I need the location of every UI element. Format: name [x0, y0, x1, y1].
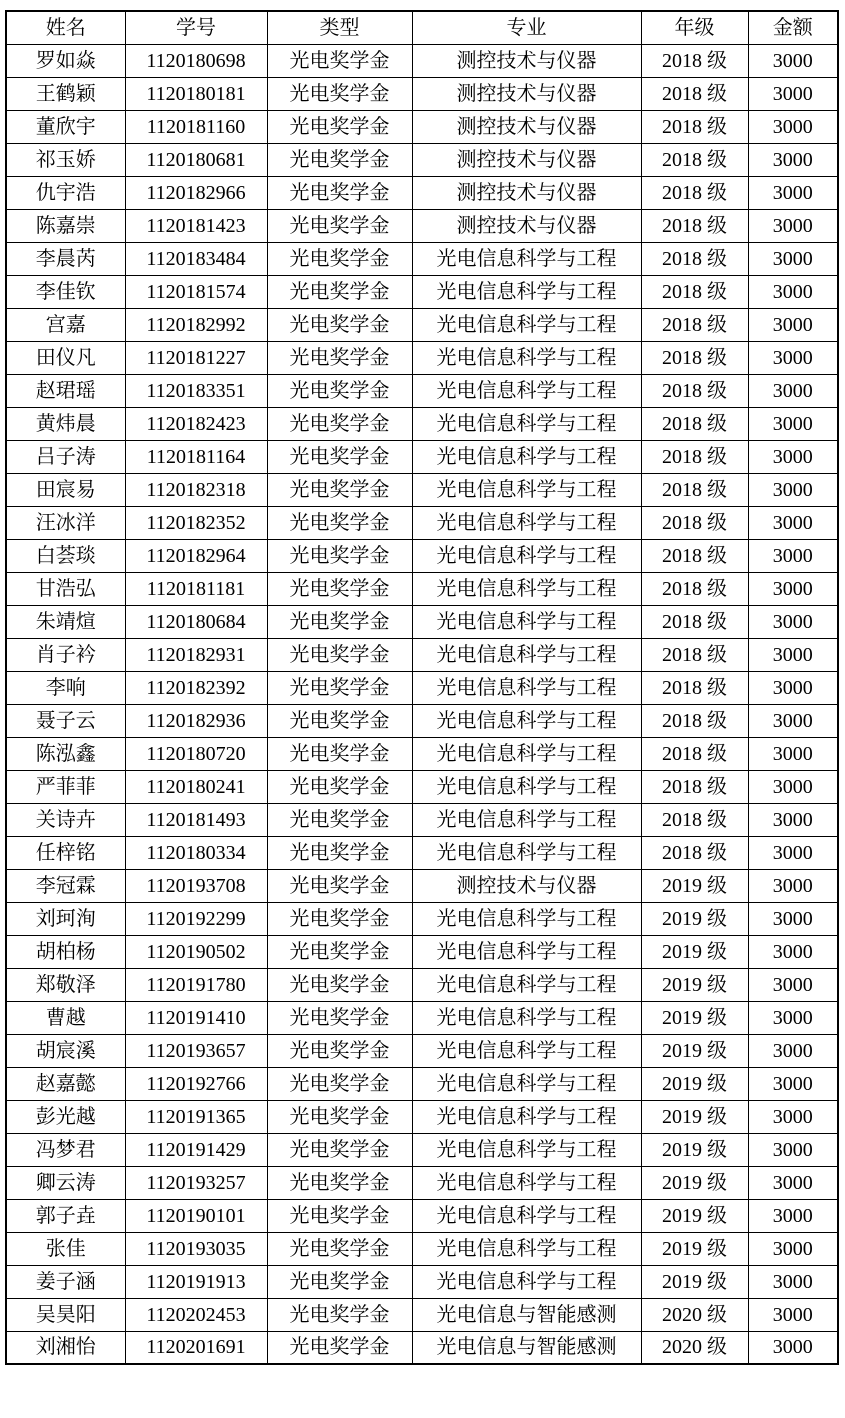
cell-type: 光电奖学金: [267, 473, 412, 506]
cell-student-id: 1120182931: [125, 638, 267, 671]
cell-student-id: 1120190101: [125, 1199, 267, 1232]
cell-name: 汪冰洋: [6, 506, 125, 539]
scholarship-table: [5, 10, 839, 1365]
cell-grade: 2020 级: [641, 1298, 748, 1331]
cell-amount: 3000: [748, 374, 838, 407]
table-row: [6, 308, 838, 341]
cell-student-id: 1120180720: [125, 737, 267, 770]
cell-type: 光电奖学金: [267, 836, 412, 869]
cell-name: 张佳: [6, 1232, 125, 1265]
cell-major: 光电信息科学与工程: [412, 341, 641, 374]
cell-student-id: 1120181493: [125, 803, 267, 836]
cell-amount: 3000: [748, 176, 838, 209]
table-row: [6, 737, 838, 770]
cell-type: 光电奖学金: [267, 308, 412, 341]
header-type: 类型: [267, 11, 412, 44]
header-amount: 金额: [748, 11, 838, 44]
cell-student-id: 1120190502: [125, 935, 267, 968]
cell-name: 郭子垚: [6, 1199, 125, 1232]
cell-grade: 2018 级: [641, 539, 748, 572]
cell-amount: 3000: [748, 143, 838, 176]
cell-student-id: 1120182964: [125, 539, 267, 572]
cell-major: 光电信息科学与工程: [412, 539, 641, 572]
cell-amount: 3000: [748, 242, 838, 275]
cell-student-id: 1120192766: [125, 1067, 267, 1100]
cell-student-id: 1120191410: [125, 1001, 267, 1034]
cell-type: 光电奖学金: [267, 572, 412, 605]
table-row: [6, 1199, 838, 1232]
cell-type: 光电奖学金: [267, 341, 412, 374]
table-row: [6, 1034, 838, 1067]
cell-type: 光电奖学金: [267, 110, 412, 143]
table-row: [6, 275, 838, 308]
cell-name: 白荟琰: [6, 539, 125, 572]
cell-type: 光电奖学金: [267, 869, 412, 902]
cell-major: 光电信息科学与工程: [412, 704, 641, 737]
cell-grade: 2019 级: [641, 1265, 748, 1298]
cell-amount: 3000: [748, 1166, 838, 1199]
cell-type: 光电奖学金: [267, 176, 412, 209]
cell-name: 肖子衿: [6, 638, 125, 671]
cell-type: 光电奖学金: [267, 1331, 412, 1364]
cell-student-id: 1120182936: [125, 704, 267, 737]
cell-type: 光电奖学金: [267, 1001, 412, 1034]
cell-name: 赵嘉懿: [6, 1067, 125, 1100]
cell-name: 朱靖煊: [6, 605, 125, 638]
cell-type: 光电奖学金: [267, 209, 412, 242]
cell-amount: 3000: [748, 1133, 838, 1166]
cell-name: 严菲菲: [6, 770, 125, 803]
cell-amount: 3000: [748, 836, 838, 869]
table-row: [6, 44, 838, 77]
cell-grade: 2018 级: [641, 671, 748, 704]
cell-name: 陈嘉崇: [6, 209, 125, 242]
cell-major: 光电信息科学与工程: [412, 242, 641, 275]
cell-student-id: 1120193035: [125, 1232, 267, 1265]
cell-major: 光电信息科学与工程: [412, 1265, 641, 1298]
table-row: [6, 143, 838, 176]
cell-grade: 2018 级: [641, 110, 748, 143]
cell-amount: 3000: [748, 770, 838, 803]
cell-amount: 3000: [748, 110, 838, 143]
cell-amount: 3000: [748, 1232, 838, 1265]
cell-grade: 2019 级: [641, 1100, 748, 1133]
cell-grade: 2018 级: [641, 704, 748, 737]
cell-name: 吕子涛: [6, 440, 125, 473]
cell-type: 光电奖学金: [267, 242, 412, 275]
cell-major: 光电信息科学与工程: [412, 1199, 641, 1232]
cell-grade: 2019 级: [641, 1166, 748, 1199]
cell-grade: 2018 级: [641, 836, 748, 869]
cell-amount: 3000: [748, 506, 838, 539]
cell-student-id: 1120191365: [125, 1100, 267, 1133]
cell-grade: 2019 级: [641, 1001, 748, 1034]
cell-amount: 3000: [748, 308, 838, 341]
cell-name: 黄炜晨: [6, 407, 125, 440]
cell-student-id: 1120183351: [125, 374, 267, 407]
cell-type: 光电奖学金: [267, 803, 412, 836]
cell-name: 胡柏杨: [6, 935, 125, 968]
cell-grade: 2018 级: [641, 473, 748, 506]
cell-type: 光电奖学金: [267, 1298, 412, 1331]
cell-name: 陈泓鑫: [6, 737, 125, 770]
cell-name: 李响: [6, 671, 125, 704]
cell-major: 测控技术与仪器: [412, 77, 641, 110]
cell-name: 任梓铭: [6, 836, 125, 869]
table-row: [6, 869, 838, 902]
cell-name: 宫嘉: [6, 308, 125, 341]
cell-type: 光电奖学金: [267, 737, 412, 770]
cell-amount: 3000: [748, 1331, 838, 1364]
table-row: [6, 605, 838, 638]
cell-grade: 2019 级: [641, 968, 748, 1001]
header-name: 姓名: [6, 11, 125, 44]
table-row: [6, 473, 838, 506]
cell-type: 光电奖学金: [267, 968, 412, 1001]
cell-grade: 2018 级: [641, 440, 748, 473]
cell-grade: 2019 级: [641, 1232, 748, 1265]
cell-major: 光电信息科学与工程: [412, 1034, 641, 1067]
cell-major: 光电信息科学与工程: [412, 803, 641, 836]
cell-student-id: 1120193657: [125, 1034, 267, 1067]
table-row: [6, 1067, 838, 1100]
cell-student-id: 1120180684: [125, 605, 267, 638]
cell-amount: 3000: [748, 968, 838, 1001]
cell-type: 光电奖学金: [267, 44, 412, 77]
cell-student-id: 1120181423: [125, 209, 267, 242]
cell-major: 光电信息科学与工程: [412, 1166, 641, 1199]
cell-name: 郑敬泽: [6, 968, 125, 1001]
cell-major: 光电信息科学与工程: [412, 1001, 641, 1034]
header-row: [6, 11, 838, 44]
cell-amount: 3000: [748, 44, 838, 77]
cell-student-id: 1120181574: [125, 275, 267, 308]
table-row: [6, 902, 838, 935]
cell-major: 光电信息科学与工程: [412, 671, 641, 704]
table-row: [6, 1265, 838, 1298]
cell-major: 光电信息科学与工程: [412, 836, 641, 869]
table-row: [6, 77, 838, 110]
table-row: [6, 506, 838, 539]
table-row: [6, 836, 838, 869]
cell-student-id: 1120181181: [125, 572, 267, 605]
cell-amount: 3000: [748, 77, 838, 110]
header-student-id: 学号: [125, 11, 267, 44]
cell-major: 光电信息科学与工程: [412, 1067, 641, 1100]
cell-amount: 3000: [748, 572, 838, 605]
table-row: [6, 407, 838, 440]
cell-major: 光电信息科学与工程: [412, 440, 641, 473]
cell-type: 光电奖学金: [267, 638, 412, 671]
cell-amount: 3000: [748, 539, 838, 572]
cell-amount: 3000: [748, 869, 838, 902]
cell-student-id: 1120180334: [125, 836, 267, 869]
cell-grade: 2019 级: [641, 1133, 748, 1166]
cell-student-id: 1120202453: [125, 1298, 267, 1331]
cell-type: 光电奖学金: [267, 902, 412, 935]
cell-name: 曹越: [6, 1001, 125, 1034]
cell-name: 吴昊阳: [6, 1298, 125, 1331]
cell-student-id: 1120182966: [125, 176, 267, 209]
cell-grade: 2018 级: [641, 770, 748, 803]
cell-type: 光电奖学金: [267, 374, 412, 407]
cell-major: 光电信息科学与工程: [412, 605, 641, 638]
cell-amount: 3000: [748, 737, 838, 770]
cell-amount: 3000: [748, 440, 838, 473]
cell-type: 光电奖学金: [267, 1199, 412, 1232]
cell-grade: 2020 级: [641, 1331, 748, 1364]
cell-major: 光电信息与智能感测: [412, 1331, 641, 1364]
cell-amount: 3000: [748, 1034, 838, 1067]
cell-grade: 2018 级: [641, 341, 748, 374]
table-row: [6, 1133, 838, 1166]
cell-amount: 3000: [748, 1001, 838, 1034]
cell-grade: 2018 级: [641, 374, 748, 407]
table-row: [6, 704, 838, 737]
cell-name: 仇宇浩: [6, 176, 125, 209]
cell-amount: 3000: [748, 1199, 838, 1232]
cell-major: 光电信息科学与工程: [412, 407, 641, 440]
table-row: [6, 242, 838, 275]
cell-student-id: 1120182423: [125, 407, 267, 440]
cell-name: 彭光越: [6, 1100, 125, 1133]
table-header: [6, 11, 838, 44]
cell-name: 董欣宇: [6, 110, 125, 143]
cell-grade: 2018 级: [641, 803, 748, 836]
table-body: [6, 44, 838, 1364]
cell-student-id: 1120191913: [125, 1265, 267, 1298]
cell-type: 光电奖学金: [267, 1100, 412, 1133]
cell-name: 关诗卉: [6, 803, 125, 836]
cell-type: 光电奖学金: [267, 1232, 412, 1265]
cell-name: 赵珺瑶: [6, 374, 125, 407]
header-major: 专业: [412, 11, 641, 44]
cell-type: 光电奖学金: [267, 275, 412, 308]
cell-grade: 2019 级: [641, 1034, 748, 1067]
cell-name: 卿云涛: [6, 1166, 125, 1199]
cell-type: 光电奖学金: [267, 605, 412, 638]
cell-amount: 3000: [748, 638, 838, 671]
cell-student-id: 1120191429: [125, 1133, 267, 1166]
cell-student-id: 1120182352: [125, 506, 267, 539]
cell-major: 光电信息科学与工程: [412, 770, 641, 803]
cell-amount: 3000: [748, 275, 838, 308]
cell-major: 光电信息科学与工程: [412, 572, 641, 605]
table-row: [6, 572, 838, 605]
cell-type: 光电奖学金: [267, 506, 412, 539]
cell-grade: 2018 级: [641, 176, 748, 209]
table-row: [6, 1331, 838, 1364]
cell-type: 光电奖学金: [267, 671, 412, 704]
cell-major: 光电信息科学与工程: [412, 506, 641, 539]
cell-grade: 2018 级: [641, 44, 748, 77]
table-row: [6, 935, 838, 968]
cell-grade: 2019 级: [641, 869, 748, 902]
cell-name: 胡宸溪: [6, 1034, 125, 1067]
cell-name: 冯梦君: [6, 1133, 125, 1166]
cell-major: 测控技术与仪器: [412, 44, 641, 77]
cell-amount: 3000: [748, 209, 838, 242]
cell-grade: 2018 级: [641, 77, 748, 110]
cell-student-id: 1120180681: [125, 143, 267, 176]
table-row: [6, 176, 838, 209]
cell-grade: 2019 级: [641, 935, 748, 968]
cell-name: 姜子涵: [6, 1265, 125, 1298]
cell-student-id: 1120180181: [125, 77, 267, 110]
cell-type: 光电奖学金: [267, 440, 412, 473]
cell-major: 光电信息科学与工程: [412, 935, 641, 968]
cell-student-id: 1120191780: [125, 968, 267, 1001]
cell-amount: 3000: [748, 1265, 838, 1298]
table-row: [6, 1298, 838, 1331]
cell-amount: 3000: [748, 473, 838, 506]
cell-major: 测控技术与仪器: [412, 209, 641, 242]
cell-type: 光电奖学金: [267, 407, 412, 440]
cell-student-id: 1120183484: [125, 242, 267, 275]
table-row: [6, 374, 838, 407]
cell-amount: 3000: [748, 671, 838, 704]
cell-grade: 2018 级: [641, 737, 748, 770]
cell-major: 光电信息科学与工程: [412, 473, 641, 506]
table-row: [6, 1001, 838, 1034]
cell-grade: 2018 级: [641, 275, 748, 308]
cell-type: 光电奖学金: [267, 935, 412, 968]
cell-grade: 2018 级: [641, 407, 748, 440]
cell-student-id: 1120193257: [125, 1166, 267, 1199]
cell-student-id: 1120182992: [125, 308, 267, 341]
table-row: [6, 1166, 838, 1199]
cell-name: 田仪凡: [6, 341, 125, 374]
cell-amount: 3000: [748, 803, 838, 836]
cell-major: 光电信息科学与工程: [412, 968, 641, 1001]
cell-major: 光电信息科学与工程: [412, 275, 641, 308]
cell-amount: 3000: [748, 407, 838, 440]
cell-major: 光电信息科学与工程: [412, 902, 641, 935]
table-row: [6, 638, 838, 671]
cell-major: 光电信息科学与工程: [412, 1100, 641, 1133]
cell-type: 光电奖学金: [267, 770, 412, 803]
cell-type: 光电奖学金: [267, 143, 412, 176]
cell-student-id: 1120181227: [125, 341, 267, 374]
cell-amount: 3000: [748, 1298, 838, 1331]
cell-type: 光电奖学金: [267, 539, 412, 572]
cell-amount: 3000: [748, 341, 838, 374]
table-row: [6, 110, 838, 143]
table-row: [6, 770, 838, 803]
cell-major: 光电信息科学与工程: [412, 737, 641, 770]
cell-name: 刘湘怡: [6, 1331, 125, 1364]
cell-student-id: 1120180698: [125, 44, 267, 77]
cell-grade: 2018 级: [641, 209, 748, 242]
cell-grade: 2018 级: [641, 605, 748, 638]
cell-major: 测控技术与仪器: [412, 110, 641, 143]
cell-student-id: 1120182392: [125, 671, 267, 704]
table-row: [6, 341, 838, 374]
cell-major: 测控技术与仪器: [412, 176, 641, 209]
cell-student-id: 1120180241: [125, 770, 267, 803]
cell-amount: 3000: [748, 935, 838, 968]
cell-name: 刘珂洵: [6, 902, 125, 935]
cell-name: 甘浩弘: [6, 572, 125, 605]
cell-name: 王鹤颖: [6, 77, 125, 110]
table-row: [6, 209, 838, 242]
cell-student-id: 1120201691: [125, 1331, 267, 1364]
cell-grade: 2018 级: [641, 308, 748, 341]
cell-grade: 2019 级: [641, 1067, 748, 1100]
cell-type: 光电奖学金: [267, 77, 412, 110]
cell-name: 罗如焱: [6, 44, 125, 77]
cell-student-id: 1120181164: [125, 440, 267, 473]
cell-major: 光电信息科学与工程: [412, 374, 641, 407]
cell-major: 测控技术与仪器: [412, 869, 641, 902]
table-row: [6, 671, 838, 704]
cell-grade: 2018 级: [641, 242, 748, 275]
cell-amount: 3000: [748, 1100, 838, 1133]
cell-type: 光电奖学金: [267, 1133, 412, 1166]
cell-name: 聂子云: [6, 704, 125, 737]
cell-major: 光电信息科学与工程: [412, 638, 641, 671]
header-grade: 年级: [641, 11, 748, 44]
cell-amount: 3000: [748, 605, 838, 638]
cell-type: 光电奖学金: [267, 1265, 412, 1298]
table-row: [6, 1100, 838, 1133]
table-row: [6, 440, 838, 473]
cell-type: 光电奖学金: [267, 1166, 412, 1199]
cell-grade: 2018 级: [641, 572, 748, 605]
cell-amount: 3000: [748, 1067, 838, 1100]
cell-name: 李晨芮: [6, 242, 125, 275]
table-row: [6, 1232, 838, 1265]
cell-grade: 2018 级: [641, 638, 748, 671]
cell-student-id: 1120193708: [125, 869, 267, 902]
table-row: [6, 803, 838, 836]
cell-amount: 3000: [748, 704, 838, 737]
cell-student-id: 1120192299: [125, 902, 267, 935]
cell-grade: 2018 级: [641, 506, 748, 539]
cell-major: 光电信息科学与工程: [412, 1133, 641, 1166]
cell-grade: 2019 级: [641, 902, 748, 935]
cell-major: 光电信息科学与工程: [412, 308, 641, 341]
table-row: [6, 968, 838, 1001]
cell-name: 祁玉娇: [6, 143, 125, 176]
cell-type: 光电奖学金: [267, 1034, 412, 1067]
cell-name: 李冠霖: [6, 869, 125, 902]
cell-name: 李佳钦: [6, 275, 125, 308]
cell-grade: 2018 级: [641, 143, 748, 176]
cell-major: 测控技术与仪器: [412, 143, 641, 176]
cell-type: 光电奖学金: [267, 1067, 412, 1100]
cell-grade: 2019 级: [641, 1199, 748, 1232]
cell-type: 光电奖学金: [267, 704, 412, 737]
cell-student-id: 1120182318: [125, 473, 267, 506]
cell-student-id: 1120181160: [125, 110, 267, 143]
cell-major: 光电信息与智能感测: [412, 1298, 641, 1331]
table-row: [6, 539, 838, 572]
cell-name: 田宸易: [6, 473, 125, 506]
cell-amount: 3000: [748, 902, 838, 935]
cell-major: 光电信息科学与工程: [412, 1232, 641, 1265]
